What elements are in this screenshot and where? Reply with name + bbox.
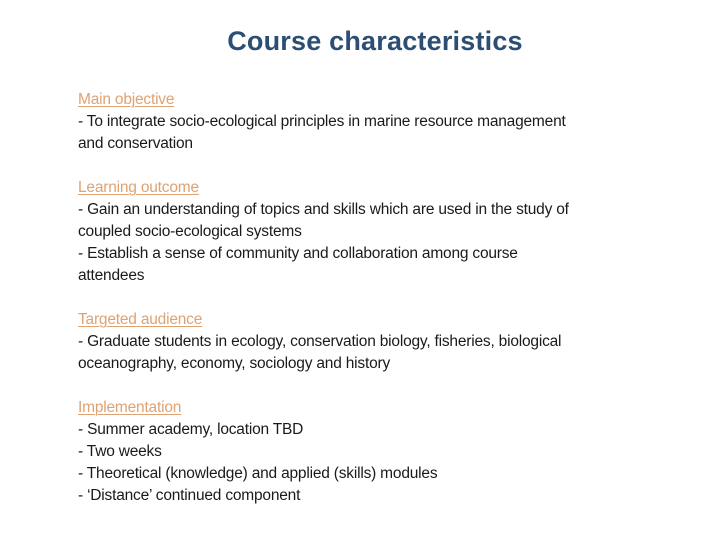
body-line: - To integrate socio-ecological principles in marine resource management [78,113,566,130]
body-line: attendees [78,267,145,284]
body-line: - Two weeks [78,443,162,460]
body-line: - ‘Distance’ continued component [78,487,301,504]
body-line: - Theoretical (knowledge) and applied (skills) modules [78,465,438,482]
body-line: - Establish a sense of community and collaboration among course [78,245,518,262]
section-header: Implementation [78,399,182,416]
body-line: - Summer academy, location TBD [78,421,304,438]
section-header: Learning outcome [78,179,199,196]
section-targeted-audience [78,309,638,375]
slide-body [78,89,638,507]
section-header: Targeted audience [78,311,203,328]
body-line: coupled socio-ecological systems [78,223,302,240]
slide-title: Course characteristics [227,26,523,56]
body-line: oceanography, economy, sociology and history [78,355,391,372]
section-implementation [78,397,638,507]
body-line: and conservation [78,135,193,152]
section-learning-outcome [78,177,638,287]
section-header: Main objective [78,91,175,108]
section-main-objective [78,89,638,155]
body-line: - Graduate students in ecology, conservation biology, fisheries, biological [78,333,562,350]
body-line: - Gain an understanding of topics and skills which are used in the study of [78,201,569,218]
